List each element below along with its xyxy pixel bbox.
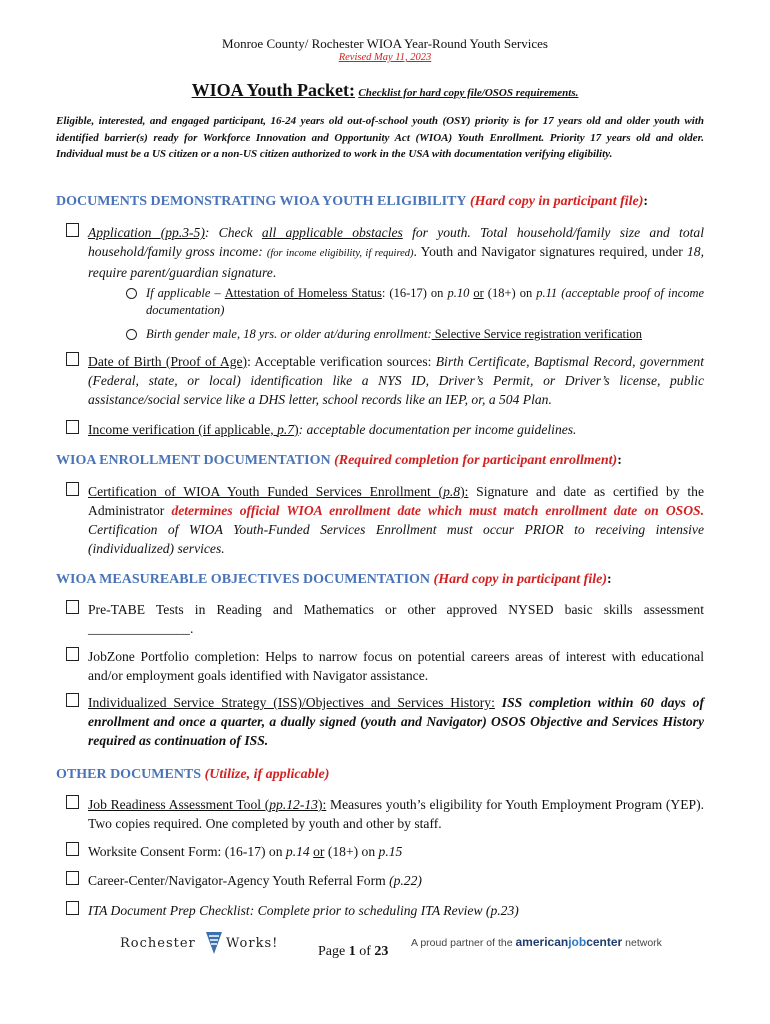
- checkbox[interactable]: [66, 482, 79, 496]
- section-heading-other: [56, 766, 716, 784]
- heading-note: (Hard copy in participant file): [469, 194, 644, 209]
- checkbox[interactable]: [66, 420, 79, 434]
- checklist-item-jobzone: JobZone Portfolio completion: Helps to narrow focus on potential careers areas of interest with educational and/or employment goals identified with Navigator assistance.: [66, 647, 704, 685]
- checkbox[interactable]: [66, 795, 79, 809]
- header-line: Monroe County/ Rochester WIOA Year-Round Youth Services: [222, 36, 548, 51]
- heading-note: (Utilize, if applicable): [204, 767, 330, 782]
- revised-date: Revised May 11, 2023: [338, 52, 432, 63]
- rochester-works-logo: Rochester Works!: [120, 936, 279, 951]
- page-number: Page 1 of 23: [318, 944, 389, 959]
- checklist-item-worksite: Worksite Consent Form: (16-17) on p.14 or (18+) on p.15: [66, 842, 704, 861]
- checklist-item-ita: ITA Document Prep Checklist: Complete prior to scheduling ITA Review (p.23): [66, 901, 704, 920]
- title-main: WIOA Youth Packet:: [191, 80, 355, 100]
- american-job-center-logo: A proud partner of the americanjobcenter network: [411, 935, 662, 949]
- checkbox[interactable]: [66, 352, 79, 366]
- checklist-item-job-readiness: Job Readiness Assessment Tool (pp.12-13): Measures youth’s eligibility for Youth Employment Program (YEP). Two copies required. One completed by youth and other by staff.: [66, 795, 704, 833]
- checklist-item-referral: Career-Center/Navigator-Agency Youth Referral Form (p.22): [66, 871, 704, 890]
- checklist-item-dob: Date of Birth (Proof of Age): Acceptable verification sources: Birth Certificate, Baptismal Record, government (Federal, state, or local) identification like a NYS ID, Driver’s Permit, or Driver’s license, public assistance/social service like a DHS letter, school records like an IEP, or, a 504 Plan.: [66, 352, 704, 409]
- heading-note: (Required completion for participant enrollment): [334, 453, 618, 468]
- intro-paragraph: Eligible, interested, and engaged participant, 16-24 years old out-of-school youth (OSY) priority is for 17 years old and older youth with identified barrier(s) ready for Workforce Innovation and Opportunity Act (WIOA) Youth Enrollment. Priority 17 years old and older. Individual must be a US citizen or a non-US citizen authorized to work in the USA with documentation verifying eligibility.: [56, 115, 704, 160]
- title-sub: Checklist for hard copy file/OSOS requirements.: [358, 87, 579, 99]
- heading-text: OTHER DOCUMENTS: [56, 767, 202, 782]
- bullet-circle[interactable]: [126, 329, 137, 340]
- checkbox[interactable]: [66, 693, 79, 707]
- checkbox[interactable]: [66, 901, 79, 915]
- sub-item-selective-service: Birth gender male, 18 yrs. or older at/during enrollment: Selective Service registration verification: [126, 326, 704, 343]
- checkbox[interactable]: [66, 647, 79, 661]
- checkbox[interactable]: [66, 871, 79, 885]
- checklist-item-application: Application (pp.3-5): Check all applicable obstacles for youth. Total household/family size and total household/family gross income: (for income eligibility, if required). Youth and Navigator signatures required, under 18, require parent/guardian signature.: [66, 223, 704, 282]
- heading-text: WIOA ENROLLMENT DOCUMENTATION: [56, 453, 331, 468]
- heading-text: DOCUMENTS DEMONSTRATING WIOA YOUTH ELIGIBILITY: [56, 194, 467, 209]
- checklist-item-tabe: Pre-TABE Tests in Reading and Mathematics or other approved NYSED basic skills assessment _______________.: [66, 600, 704, 638]
- page-title: [0, 80, 770, 101]
- checkbox[interactable]: [66, 600, 79, 614]
- checkbox[interactable]: [66, 842, 79, 856]
- checklist-item-certification: Certification of WIOA Youth Funded Services Enrollment (p.8): Signature and date as certified by the Administrator determines official WIOA enrollment date which must match enrollment date on OSOS. Certification of WIOA Youth-Funded Services Enrollment must occur PRIOR to receiving intensive (individualized) services.: [66, 482, 704, 558]
- heading-note: (Hard copy in participant file): [433, 572, 607, 587]
- checklist-item-income: Income verification (if applicable, p.7): acceptable documentation per income guidelines.: [66, 420, 704, 439]
- checklist-item-iss: Individualized Service Strategy (ISS)/Objectives and Services History: ISS completion within 60 days of enrollment and once a quarter, a dually signed (youth and Navigator) OSOS Objective and Services History required as continuation of ISS.: [66, 693, 704, 750]
- section-heading-enrollment: WIOA ENROLLMENT DOCUMENTATION (Required completion for participant enrollment):: [56, 453, 622, 468]
- page-footer: [0, 930, 770, 970]
- bullet-circle[interactable]: [126, 288, 137, 299]
- sub-item-homeless: If applicable – Attestation of Homeless Status: (16-17) on p.10 or (18+) on p.11 (acceptable proof of income documentation): [126, 285, 704, 319]
- section-heading-measurable: WIOA MEASUREABLE OBJECTIVES DOCUMENTATION (Hard copy in participant file):: [56, 572, 612, 587]
- heading-text: WIOA MEASUREABLE OBJECTIVES DOCUMENTATION: [56, 572, 431, 587]
- section-heading-eligibility: DOCUMENTS DEMONSTRATING WIOA YOUTH ELIGIBILITY (Hard copy in participant file):: [56, 194, 649, 209]
- rochester-works-emblem-icon: [203, 930, 225, 956]
- checkbox[interactable]: [66, 223, 79, 237]
